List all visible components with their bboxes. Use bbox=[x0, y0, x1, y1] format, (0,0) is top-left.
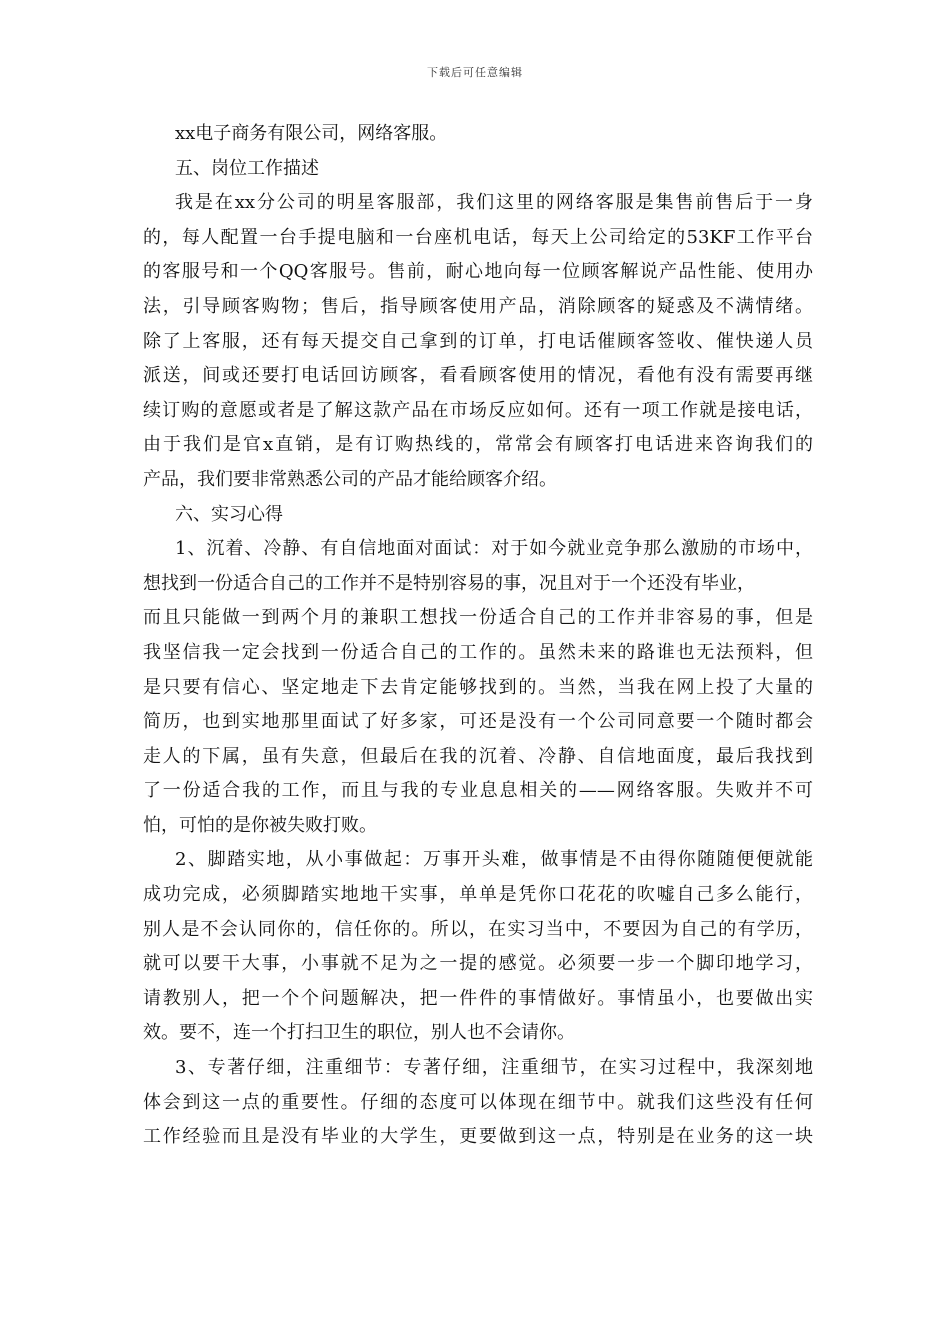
document-body bbox=[143, 117, 813, 1155]
text-line: 工作经验而且是没有毕业的大学生，更要做到这一点，特别是在业务的这一块 bbox=[143, 1126, 813, 1148]
text-line: 我坚信我一定会找到一份适合自己的工作的。虽然未来的路谁也无法预料，但 bbox=[143, 641, 813, 663]
text-line: 想找到一份适合自己的工作并不是特别容易的事，况且对于一个还没有毕业， bbox=[143, 572, 755, 594]
text-line: 除了上客服，还有每天提交自己拿到的订单，打电话催顾客签收、催快递人员 bbox=[143, 330, 813, 352]
text-line: 就可以要干大事，小事就不足为之一提的感觉。必须要一步一个脚印地学习， bbox=[143, 953, 813, 975]
text-line: 效。要不，连一个打扫卫生的职位，别人也不会请你。 bbox=[143, 1022, 575, 1044]
text-line: 是只要有信心、坚定地走下去肯定能够找到的。当然，当我在网上投了大量的 bbox=[143, 676, 813, 698]
text-line: 怕，可怕的是你被失败打败。 bbox=[143, 814, 377, 836]
text-line: 1、沉着、冷静、有自信地面对面试：对于如今就业竞争那么激励的市场中， bbox=[175, 538, 813, 560]
text-line: 3、专著仔细，注重细节：专著仔细，注重细节，在实习过程中，我深刻地 bbox=[175, 1057, 813, 1079]
text-line: 请教别人，把一个个问题解决，把一件件的事情做好。事情虽小，也要做出实 bbox=[143, 987, 813, 1009]
text-line: 续订购的意愿或者是了解这款产品在市场反应如何。还有一项工作就是接电话， bbox=[143, 399, 813, 421]
text-line: 派送，间或还要打电话回访顾客，看看顾客使用的情况，看他有没有需要再继 bbox=[143, 365, 813, 387]
page-header-note: 下载后可任意编辑 bbox=[427, 66, 523, 79]
text-line: 体会到这一点的重要性。仔细的态度可以体现在细节中。就我们这些没有任何 bbox=[143, 1091, 813, 1113]
text-line: 由于我们是官x直销，是有订购热线的，常常会有顾客打电话进来咨询我们的 bbox=[143, 434, 813, 456]
text-line: 走人的下属，虽有失意，但最后在我的沉着、冷静、自信地面度，最后我找到 bbox=[143, 745, 813, 767]
text-line: 六、实习心得 bbox=[175, 503, 283, 525]
text-line: 的客服号和一个QQ客服号。售前，耐心地向每一位顾客解说产品性能、使用办 bbox=[143, 261, 813, 283]
text-line: 2、脚踏实地，从小事做起：万事开头难，做事情是不由得你随随便便就能 bbox=[175, 849, 813, 871]
text-line: 别人是不会认同你的，信任你的。所以，在实习当中，不要因为自己的有学历， bbox=[143, 918, 813, 940]
text-line: 的，每人配置一台手提电脑和一台座机电话，每天上公司给定的53KF工作平台 bbox=[143, 226, 813, 248]
text-line: 成功完成，必须脚踏实地地干实事，单单是凭你口花花的吹嘘自己多么能行， bbox=[143, 884, 813, 906]
text-line: 简历，也到实地那里面试了好多家，可还是没有一个公司同意要一个随时都会 bbox=[143, 711, 813, 733]
text-line: 产品，我们要非常熟悉公司的产品才能给顾客介绍。 bbox=[143, 468, 557, 490]
text-line: xx电子商务有限公司，网络客服。 bbox=[175, 123, 448, 144]
text-line: 我是在xx分公司的明星客服部，我们这里的网络客服是集售前售后于一身 bbox=[175, 192, 813, 214]
text-line: 五、岗位工作描述 bbox=[175, 157, 319, 179]
text-line: 而且只能做一到两个月的兼职工想找一份适合自己的工作并非容易的事，但是 bbox=[143, 607, 813, 629]
text-line: 法，引导顾客购物；售后，指导顾客使用产品，消除顾客的疑惑及不满情绪。 bbox=[143, 295, 813, 317]
text-line: 了一份适合我的工作，而且与我的专业息息相关的——网络客服。失败并不可 bbox=[143, 780, 813, 802]
